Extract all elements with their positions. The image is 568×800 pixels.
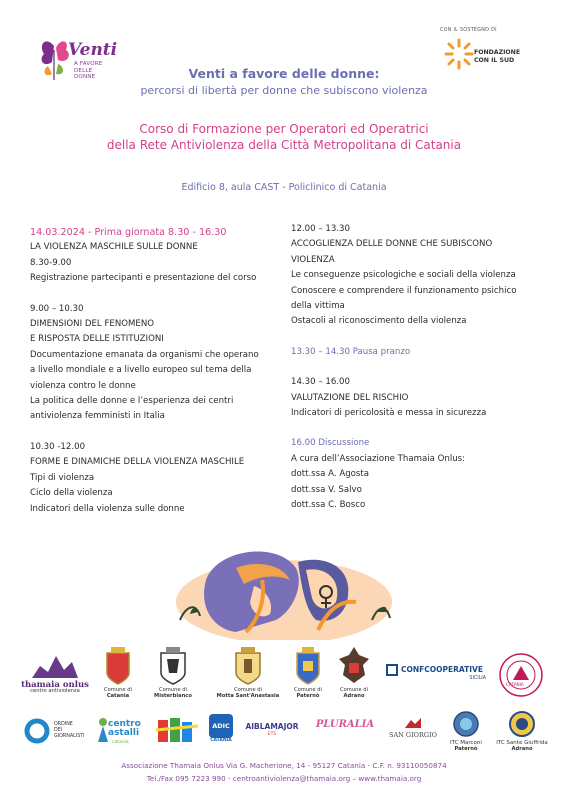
comune-motta-logo <box>210 645 286 700</box>
course-title-line2: della Rete Antiviolenza della Città Metropolitana di Catania <box>106 138 462 152</box>
session-block <box>30 225 280 287</box>
astalli-city: catania <box>112 740 129 745</box>
session-title: FORME E DINAMICHE DELLA VIOLENZA MASCHILE <box>30 457 245 468</box>
comune-name: Misterbianco <box>154 693 192 700</box>
session-block <box>291 375 541 421</box>
fondazione-name-line1: FONDAZIONE <box>474 49 521 56</box>
comune-prefix: Comune di <box>159 687 187 694</box>
comune-name: Catania <box>106 693 130 700</box>
itc-sante-giuffrida-logo <box>492 710 552 753</box>
university-seal-icon <box>498 652 544 698</box>
session-text: Documentazione emanata da organismi che operano <box>30 349 259 360</box>
speaker: dott.ssa A. Agosta <box>291 469 370 480</box>
ordine-line2: DEI <box>54 728 63 733</box>
comune-name: Adrano <box>343 693 365 700</box>
coat-of-arms-icon <box>294 645 322 685</box>
comune-prefix: Comune di <box>234 687 262 694</box>
session-title: DIMENSIONI DEL FENOMENO <box>30 319 155 330</box>
session-block <box>291 436 541 513</box>
itc-marconi-name: ITC Marconi <box>450 740 482 747</box>
eagle-crest-icon <box>337 645 371 685</box>
confcoop-name: CONFCOOPERATIVE <box>401 664 483 674</box>
event-subtitle: percorsi di libertà per donne che subiscono violenza <box>140 84 428 97</box>
session-text: Registrazione partecipanti e presentazione del corso <box>30 273 257 284</box>
adic-city: CATANIA <box>210 738 232 743</box>
ordine-line1: ORDINE <box>54 722 73 727</box>
hand-partner-logo <box>152 716 202 748</box>
session-title: VIOLENZA <box>291 254 335 265</box>
fondazione-name-line2: CON IL SUD <box>474 56 515 64</box>
session-time: 8.30-9.00 <box>30 257 72 268</box>
session-title: LA VIOLENZA MASCHILE SULLE DONNE <box>30 242 198 253</box>
course-title-line1: Corso di Formazione per Operatori ed Operatrici <box>139 122 429 136</box>
session-text: Ciclo della violenza <box>30 488 113 499</box>
session-text: a livello mondiale e a livello europeo sul tema della <box>30 365 252 376</box>
venti-logo-word: Venti <box>68 40 118 60</box>
program-right-column <box>291 222 541 529</box>
thamaia-name: thamaia onlus <box>21 680 89 691</box>
itc-marconi-city: Paternò <box>454 746 478 753</box>
session-title: VALUTAZIONE DEL RISCHIO <box>291 392 409 403</box>
school-crest-icon <box>452 710 480 738</box>
knight-icon <box>403 716 423 730</box>
astalli-name: centro astalli <box>108 719 141 738</box>
session-block <box>30 302 280 425</box>
comune-paterno-logo <box>288 645 328 700</box>
hands-icon <box>154 716 200 746</box>
session-title: ACCOGLIENZA DELLE DONNE CHE SUBISCONO <box>291 239 493 250</box>
university-city: CATANIA <box>506 682 524 687</box>
comune-prefix: Comune di <box>294 687 322 694</box>
date-heading: 14.03.2024 - Prima giornata 8.30 - 16.30 <box>30 227 227 238</box>
session-block <box>30 440 280 517</box>
city-skyline-icon <box>30 648 80 680</box>
session-text: Ostacoli al riconoscimento della violenza <box>291 316 467 327</box>
session-text: Conoscere e comprendere il funzionamento psichico <box>291 285 517 296</box>
program-left-column <box>30 225 280 532</box>
san-giorgio-logo <box>384 716 442 738</box>
speaker: dott.ssa V. Salvo <box>291 484 362 495</box>
confcoop-square-icon <box>386 664 398 676</box>
coat-of-arms-icon <box>103 645 133 685</box>
ordine-name <box>54 722 85 740</box>
session-text: La politica delle donne e l’esperienza dei centri <box>30 396 234 407</box>
women-illustration <box>166 540 402 640</box>
aiblamajor-logo <box>242 724 302 738</box>
venue: Edificio 8, aula CAST - Policlinico di Catania <box>181 182 387 193</box>
confcoop-sub: SICILIA <box>469 676 486 681</box>
session-text: della vittima <box>291 301 345 312</box>
comune-prefix: Comune di <box>104 687 132 694</box>
session-time: 10.30 -12.00 <box>30 441 86 452</box>
session-text: A cura dell’Associazione Thamaia Onlus: <box>291 453 466 464</box>
session-text: Tipi di violenza <box>30 472 95 483</box>
event-title: Venti a favore delle donne: <box>188 66 380 81</box>
itc-marconi-logo <box>444 710 488 753</box>
comune-prefix: Comune di <box>340 687 368 694</box>
session-time: 12.00 – 13.30 <box>291 224 350 234</box>
itc-sante-giuffrida-city: Adrano <box>511 746 533 753</box>
sponsor-caption: CON IL SOSTEGNO DI <box>440 28 497 33</box>
session-block <box>291 345 541 360</box>
aiblamajor-name: AIBLAMAJOR <box>245 722 299 731</box>
coat-of-arms-icon <box>232 645 264 685</box>
session-text: antiviolenza femministi in Italia <box>30 411 165 422</box>
coat-of-arms-icon <box>157 645 189 685</box>
ring-icon <box>24 718 50 744</box>
speaker: dott.ssa C. Bosco <box>291 500 366 511</box>
comune-name: Motta Sant'Anastasia <box>216 693 280 700</box>
thamaia-sub: centro antiviolenza <box>30 688 80 695</box>
confcooperative-logo <box>386 664 486 682</box>
session-text: Indicatori della violenza sulle donne <box>30 503 185 514</box>
comune-adrano-logo <box>332 645 376 700</box>
lunch-break: 13.30 – 14.30 Pausa pranzo <box>291 346 411 357</box>
session-text: Indicatori di pericolosità e messa in sicurezza <box>291 408 487 419</box>
san-giorgio-name: SAN GIORGIO <box>389 731 437 740</box>
session-time: 9.00 – 10.30 <box>30 303 84 314</box>
comune-misterbianco-logo <box>148 645 198 700</box>
discussion-heading: 16.00 Discussione <box>291 438 370 449</box>
comune-catania-logo <box>96 645 140 700</box>
session-time: 14.30 – 16.00 <box>291 377 350 388</box>
pluralia-name: PLURALIA <box>315 719 375 730</box>
itc-sante-giuffrida-name: ITC Sante Giuffrida <box>496 740 548 747</box>
session-block <box>291 222 541 330</box>
adic-logo <box>206 714 236 744</box>
universita-catania-logo <box>496 652 546 700</box>
ordine-line3: GIORNALISTI <box>54 734 85 739</box>
adic-badge: ADIC <box>209 714 233 738</box>
session-text: violenza contro le donne <box>30 380 136 391</box>
footer-address: Associazione Thamaia Onlus Via G. Macherione, 14 - 95127 Catania - C.F. n. 93110050874 <box>121 761 447 770</box>
session-text: Le conseguenze psicologiche e sociali della violenza <box>291 270 516 281</box>
school-crest-icon <box>508 710 536 738</box>
pluralia-logo <box>310 719 380 730</box>
fondazione-name <box>474 49 520 64</box>
footer-contacts: Tel./Fax 095 7223 990 - centroantiviolenza@thamaia.org – www.thamaia.org <box>146 774 422 783</box>
comune-name: Paternò <box>296 693 320 700</box>
aiblamajor-sub: ETS <box>267 732 277 738</box>
venti-logo-subtitle: A FAVORE DELLE DONNE <box>74 61 103 80</box>
session-title: E RISPOSTA DELLE ISTITUZIONI <box>30 334 164 345</box>
thamaia-logo <box>20 648 90 695</box>
